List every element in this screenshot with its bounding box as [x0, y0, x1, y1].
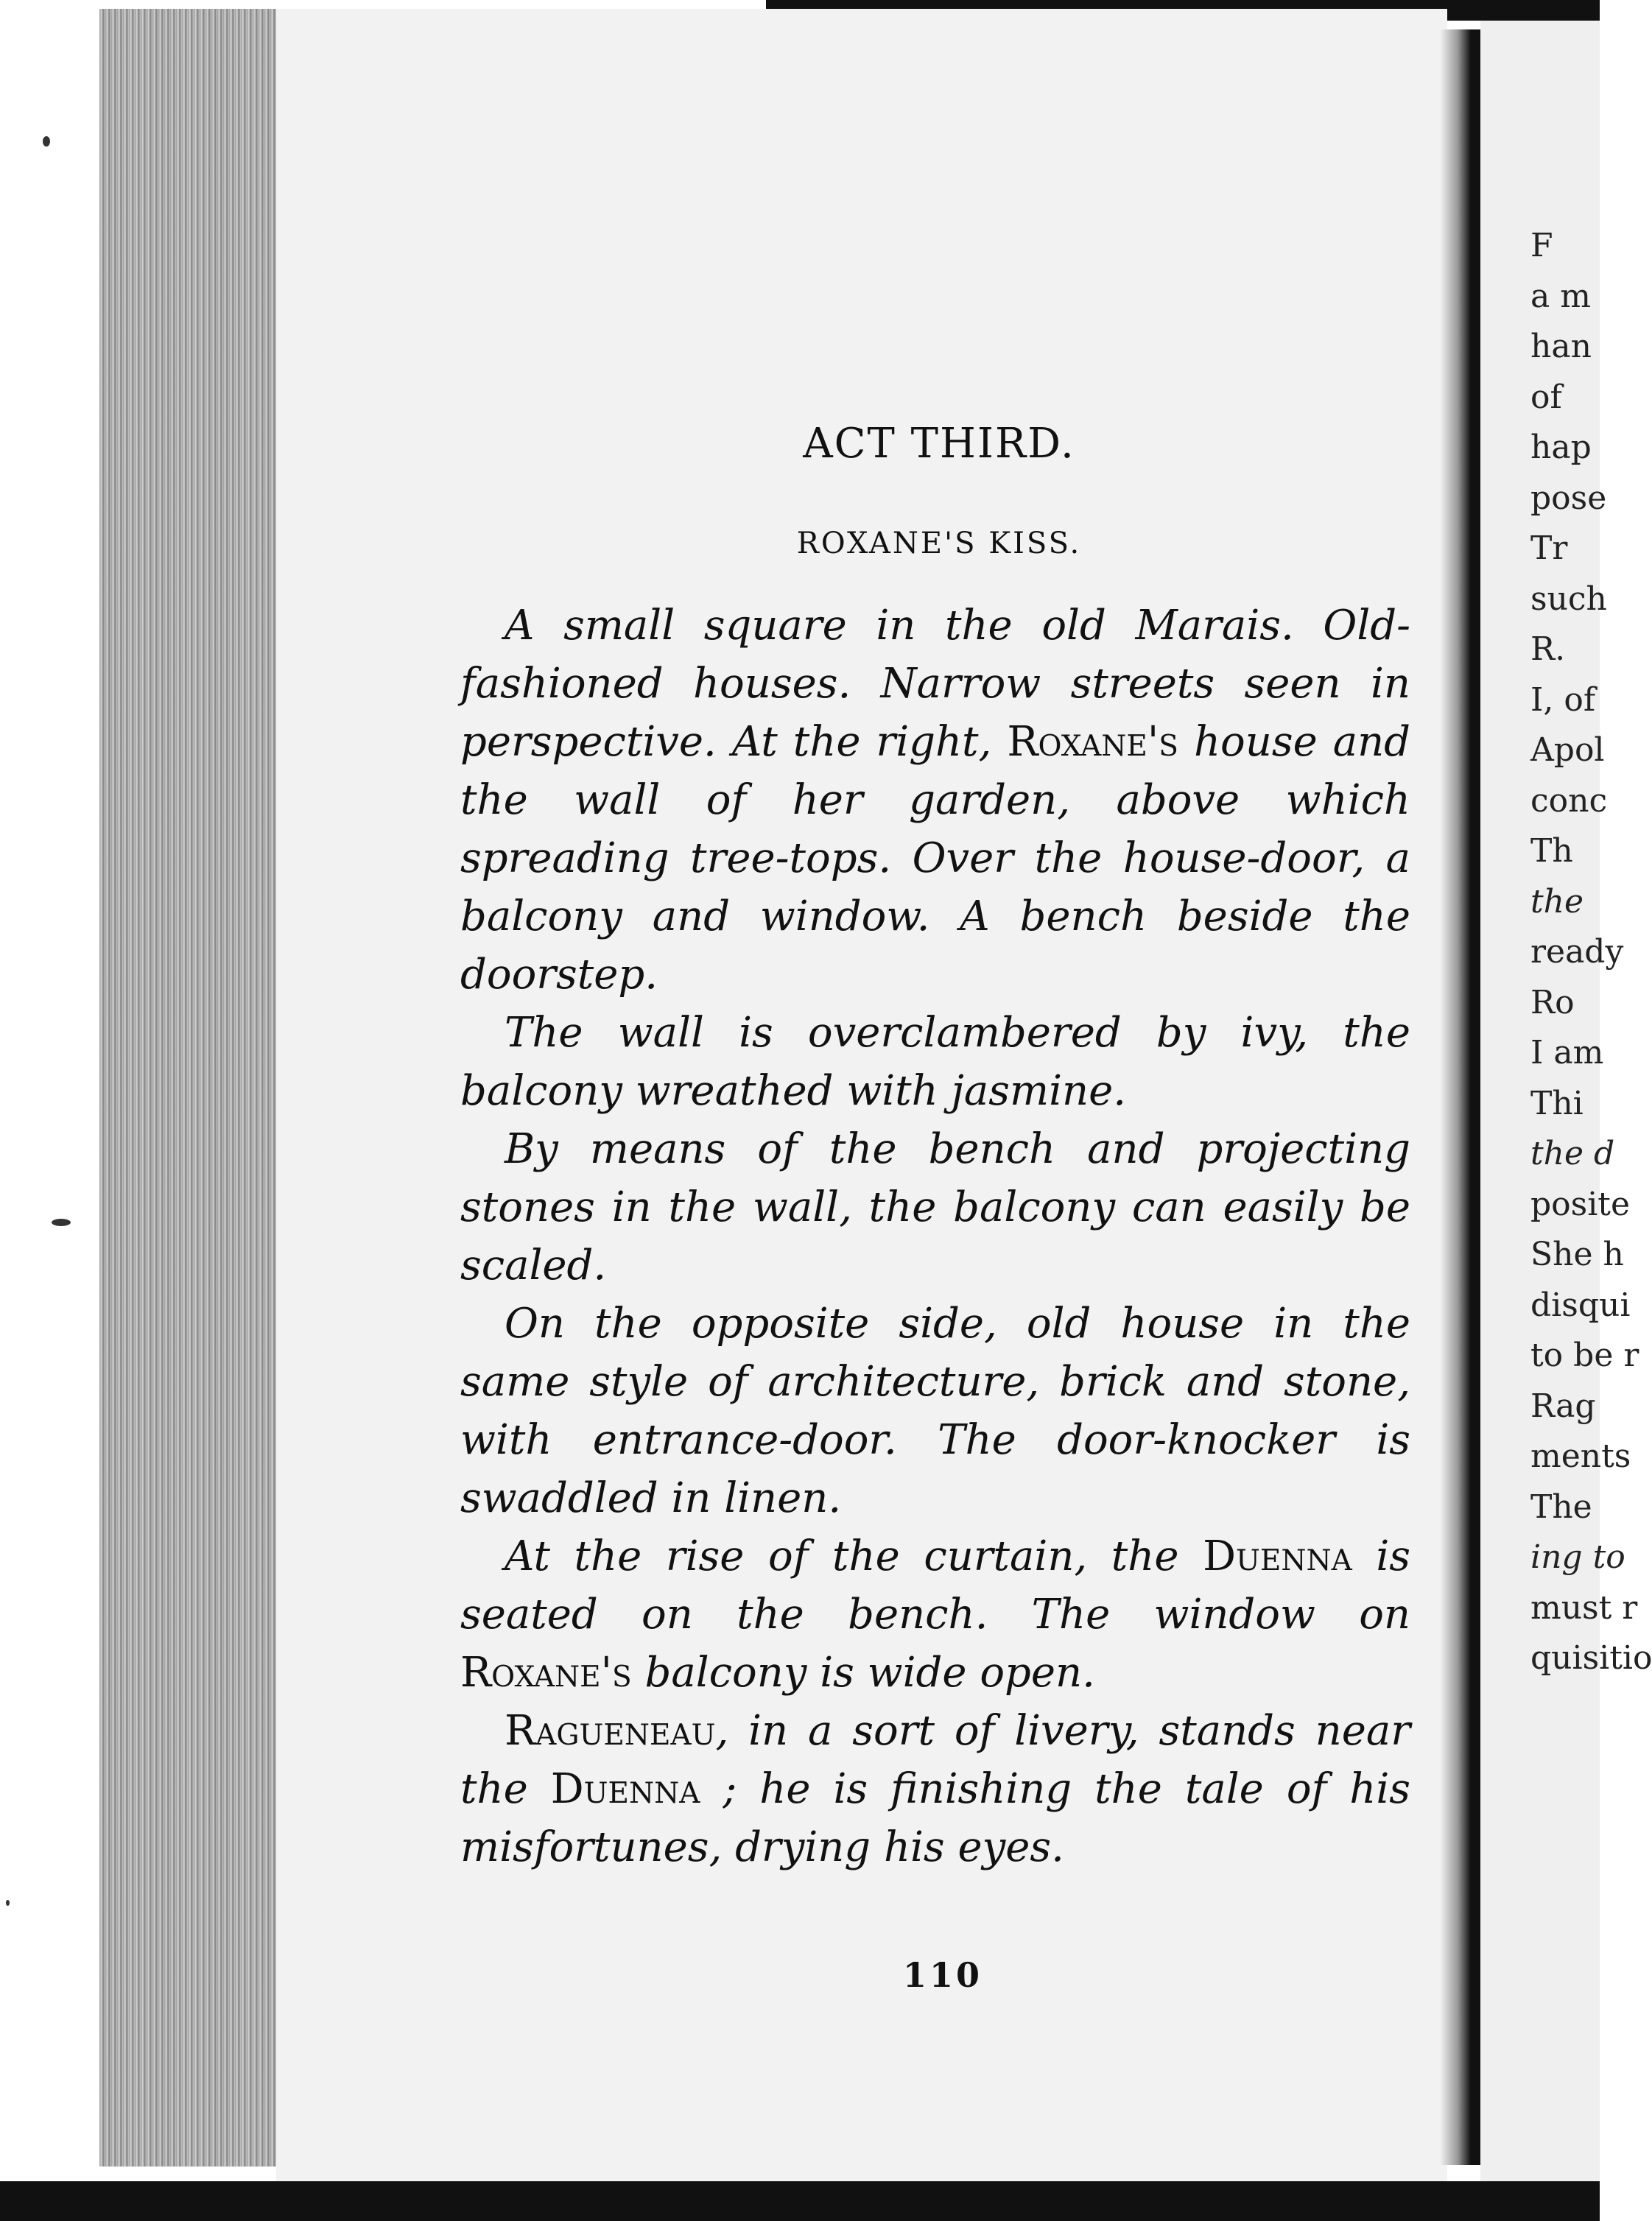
facing-page-line: Apol: [1530, 731, 1605, 769]
facing-page-line: Rag: [1530, 1387, 1596, 1425]
facing-page-line: Ro: [1530, 983, 1575, 1021]
character-name: Roxane's: [1007, 718, 1179, 766]
facing-page-line: Th: [1530, 832, 1573, 870]
facing-page-line: to be r: [1530, 1337, 1639, 1374]
facing-page-text: [1530, 221, 1652, 1684]
paragraph: [460, 596, 1410, 1004]
character-name: Duenna: [550, 1765, 700, 1813]
speck: [43, 136, 50, 147]
text-run: At the rise of the curtain, the: [505, 1532, 1203, 1580]
act-title: ACT THIRD.: [803, 420, 1075, 468]
facing-page-line: I am: [1530, 1034, 1604, 1071]
facing-page-line: R.: [1530, 630, 1566, 668]
text-run: By means of the bench and projecting stones in the wall, the balcony can easily be scaled.: [460, 1125, 1410, 1289]
facing-page-line: The: [1530, 1488, 1592, 1526]
text-run: On the opposite side, old house in the same style of architecture, brick and stone, with entrance-door. The door-knocker is swaddled in linen.: [460, 1300, 1410, 1522]
facing-page-line: the: [1530, 882, 1584, 921]
scan-border-bottom: [0, 2181, 1600, 2221]
page-number: 110: [902, 1955, 983, 1995]
character-name: Ragueneau: [505, 1707, 716, 1755]
book-gutter: [1440, 29, 1484, 2165]
paragraph: [460, 1120, 1410, 1295]
text-run: is seated on the bench. The window on: [460, 1532, 1410, 1639]
text-run: ; he is finishing the tale of his misfortunes, drying his eyes.: [460, 1765, 1410, 1871]
paragraph: [460, 1004, 1410, 1120]
page-edges: [99, 9, 276, 2167]
character-name: Roxane's: [460, 1649, 632, 1697]
paragraph: [460, 1702, 1410, 1876]
text-run: , in a sort of livery, stands near the: [460, 1707, 1410, 1813]
facing-page-line: of: [1530, 378, 1562, 416]
facing-page-line: conc: [1530, 781, 1608, 820]
act-subtitle: ROXANE'S KISS.: [796, 527, 1082, 560]
facing-page-line: the d: [1530, 1135, 1615, 1172]
facing-page-line: Tr: [1530, 529, 1568, 567]
paragraph: [460, 1527, 1410, 1702]
facing-page-line: quisitio: [1530, 1639, 1652, 1677]
text-run: balcony is wide open.: [631, 1649, 1095, 1697]
text-run: A small square in the old Marais. Old-fashioned houses. Narrow streets seen in perspective. At the right,: [460, 602, 1410, 766]
facing-page-line: posite: [1530, 1185, 1631, 1223]
facing-page-line: disqui: [1530, 1286, 1631, 1324]
facing-page-line: I, of: [1530, 680, 1596, 719]
text-run: house and the wall of her garden, above which spreading tree-tops. Over the house-door, a balcony and window. A bench beside the doorstep.: [460, 718, 1410, 999]
facing-page-line: han: [1530, 328, 1592, 365]
text-run: The wall is overclambered by ivy, the balcony wreathed with jasmine.: [460, 1009, 1410, 1115]
facing-page-line: ments: [1530, 1437, 1631, 1475]
facing-page-line: such: [1530, 580, 1607, 618]
facing-page-line: must r: [1530, 1588, 1638, 1627]
speck: [6, 1900, 10, 1906]
facing-page-line: ready: [1530, 933, 1624, 971]
facing-page-line: Thi: [1530, 1084, 1584, 1122]
facing-page-line: hap: [1530, 429, 1592, 466]
facing-page-line: pose: [1530, 479, 1607, 517]
facing-page-line: ing to: [1530, 1538, 1625, 1576]
paragraph: [460, 1295, 1410, 1527]
character-name: Duenna: [1203, 1532, 1352, 1580]
speck: [52, 1219, 71, 1226]
facing-page-line: a m: [1530, 277, 1591, 315]
facing-page-line: F: [1530, 227, 1553, 264]
stage-directions: [460, 596, 1410, 1876]
facing-page-line: She h: [1530, 1236, 1624, 1273]
